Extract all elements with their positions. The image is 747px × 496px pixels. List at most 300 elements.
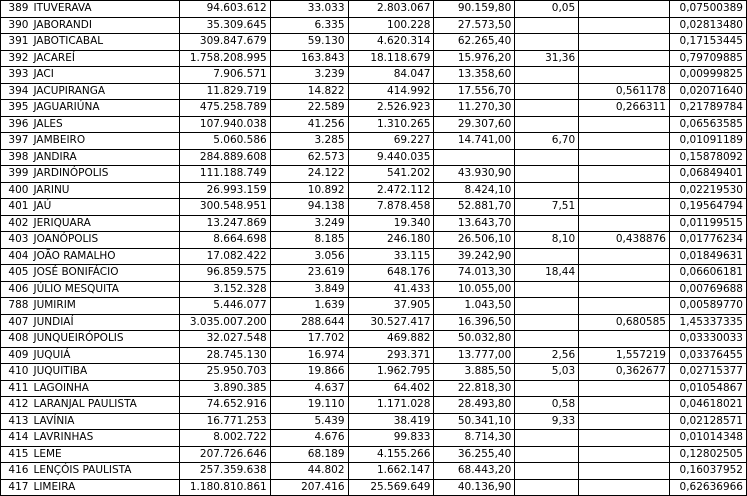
value-a-cell[interactable]: 96.859.575: [179, 265, 270, 282]
value-a-cell[interactable]: 28.745.130: [179, 347, 270, 364]
value-c-cell[interactable]: 414.992: [348, 83, 434, 100]
table-row: [1, 199, 747, 216]
value-c-cell[interactable]: 37.905: [348, 298, 434, 315]
index-value-cell[interactable]: 0,00999825: [669, 67, 746, 84]
value-d-cell[interactable]: 68.443,20: [434, 463, 515, 480]
value-d-cell[interactable]: 14.741,00: [434, 133, 515, 150]
value-a-cell[interactable]: 475.258.789: [179, 100, 270, 117]
value-c-cell[interactable]: 1.662.147: [348, 463, 434, 480]
value-d-cell[interactable]: 50.032,80: [434, 331, 515, 348]
index-value-cell[interactable]: 0,04618021: [669, 397, 746, 414]
value-a-cell[interactable]: 300.548.951: [179, 199, 270, 216]
value-e-cell[interactable]: [515, 166, 579, 183]
value-b-cell[interactable]: 207.416: [270, 479, 348, 496]
table-row: [1, 331, 747, 348]
municipality-name-cell[interactable]: JACUPIRANGA: [30, 83, 179, 100]
value-f-cell[interactable]: 0,438876: [579, 232, 670, 249]
index-value-cell[interactable]: 0,02128571: [669, 413, 746, 430]
table-row: [1, 479, 747, 496]
municipality-name-cell[interactable]: LIMEIRA: [30, 479, 179, 496]
value-e-cell[interactable]: [515, 331, 579, 348]
value-e-cell[interactable]: [515, 248, 579, 265]
value-e-cell[interactable]: 9,33: [515, 413, 579, 430]
value-a-cell[interactable]: 3.152.328: [179, 281, 270, 298]
row-code-cell[interactable]: 406: [1, 281, 31, 298]
value-f-cell[interactable]: [579, 166, 670, 183]
municipality-name-cell[interactable]: JALES: [30, 116, 179, 133]
value-e-cell[interactable]: 18,44: [515, 265, 579, 282]
value-f-cell[interactable]: [579, 67, 670, 84]
table-row: [1, 463, 747, 480]
value-f-cell[interactable]: [579, 479, 670, 496]
value-e-cell[interactable]: [515, 34, 579, 51]
value-f-cell[interactable]: [579, 133, 670, 150]
value-f-cell[interactable]: [579, 17, 670, 34]
value-f-cell[interactable]: [579, 413, 670, 430]
value-c-cell[interactable]: 541.202: [348, 166, 434, 183]
value-c-cell[interactable]: 19.340: [348, 215, 434, 232]
municipality-name-cell[interactable]: JUQUITIBA: [30, 364, 179, 381]
value-e-cell[interactable]: 0,05: [515, 1, 579, 18]
value-e-cell[interactable]: [515, 100, 579, 117]
row-code-cell[interactable]: 397: [1, 133, 31, 150]
municipality-name-cell[interactable]: LAVRINHAS: [30, 430, 179, 447]
municipality-name-cell[interactable]: JUNDIAÍ: [30, 314, 179, 331]
value-b-cell[interactable]: 68.189: [270, 446, 348, 463]
value-f-cell[interactable]: [579, 331, 670, 348]
value-b-cell[interactable]: 10.892: [270, 182, 348, 199]
value-a-cell[interactable]: 284.889.608: [179, 149, 270, 166]
index-value-cell[interactable]: 0,03330033: [669, 331, 746, 348]
table-row: [1, 17, 747, 34]
value-d-cell[interactable]: 39.242,90: [434, 248, 515, 265]
row-code-cell[interactable]: 395: [1, 100, 31, 117]
value-d-cell[interactable]: 27.573,50: [434, 17, 515, 34]
value-c-cell[interactable]: 648.176: [348, 265, 434, 282]
table-row: [1, 166, 747, 183]
municipality-name-cell[interactable]: JUNQUEIRÓPOLIS: [30, 331, 179, 348]
value-c-cell[interactable]: 25.569.649: [348, 479, 434, 496]
index-value-cell[interactable]: 0,16037952: [669, 463, 746, 480]
value-e-cell[interactable]: [515, 298, 579, 315]
row-code-cell[interactable]: 394: [1, 83, 31, 100]
value-e-cell[interactable]: [515, 314, 579, 331]
municipality-name-cell[interactable]: LENÇÓIS PAULISTA: [30, 463, 179, 480]
value-d-cell[interactable]: 3.885,50: [434, 364, 515, 381]
index-value-cell[interactable]: 0,12802505: [669, 446, 746, 463]
value-c-cell[interactable]: 1.171.028: [348, 397, 434, 414]
value-d-cell[interactable]: 16.396,50: [434, 314, 515, 331]
municipality-name-cell[interactable]: JARINU: [30, 182, 179, 199]
value-d-cell[interactable]: 10.055,00: [434, 281, 515, 298]
value-a-cell[interactable]: 7.906.571: [179, 67, 270, 84]
value-a-cell[interactable]: 3.890.385: [179, 380, 270, 397]
value-b-cell[interactable]: 24.122: [270, 166, 348, 183]
value-e-cell[interactable]: [515, 182, 579, 199]
index-value-cell[interactable]: 0,01054867: [669, 380, 746, 397]
value-e-cell[interactable]: [515, 149, 579, 166]
table-row: [1, 182, 747, 199]
municipality-name-cell[interactable]: JAGUARIÚNA: [30, 100, 179, 117]
value-b-cell[interactable]: 3.239: [270, 67, 348, 84]
row-code-cell[interactable]: 413: [1, 413, 31, 430]
value-b-cell[interactable]: 22.589: [270, 100, 348, 117]
value-d-cell[interactable]: 15.976,20: [434, 50, 515, 67]
value-d-cell[interactable]: 90.159,80: [434, 1, 515, 18]
value-c-cell[interactable]: 99.833: [348, 430, 434, 447]
index-value-cell[interactable]: 0,06606181: [669, 265, 746, 282]
index-value-cell[interactable]: 0,02071640: [669, 83, 746, 100]
value-b-cell[interactable]: 5.439: [270, 413, 348, 430]
index-value-cell[interactable]: 0,00769688: [669, 281, 746, 298]
value-d-cell[interactable]: 22.818,30: [434, 380, 515, 397]
value-c-cell[interactable]: 9.440.035: [348, 149, 434, 166]
value-d-cell[interactable]: 29.307,60: [434, 116, 515, 133]
municipality-name-cell[interactable]: JABOTICABAL: [30, 34, 179, 51]
value-b-cell[interactable]: 41.256: [270, 116, 348, 133]
value-c-cell[interactable]: 4.155.266: [348, 446, 434, 463]
value-f-cell[interactable]: [579, 182, 670, 199]
value-d-cell[interactable]: 43.930,90: [434, 166, 515, 183]
municipality-name-cell[interactable]: JERIQUARA: [30, 215, 179, 232]
municipality-name-cell[interactable]: JUMIRIM: [30, 298, 179, 315]
table-row: [1, 430, 747, 447]
table-row: [1, 380, 747, 397]
value-e-cell[interactable]: 5,03: [515, 364, 579, 381]
value-a-cell[interactable]: 25.950.703: [179, 364, 270, 381]
value-b-cell[interactable]: 44.802: [270, 463, 348, 480]
index-value-cell[interactable]: 0,21789784: [669, 100, 746, 117]
municipality-name-cell[interactable]: JUQUIÁ: [30, 347, 179, 364]
municipality-name-cell[interactable]: LARANJAL PAULISTA: [30, 397, 179, 414]
table-row: [1, 364, 747, 381]
value-b-cell[interactable]: 19.110: [270, 397, 348, 414]
value-b-cell[interactable]: 288.644: [270, 314, 348, 331]
value-d-cell[interactable]: 74.013,30: [434, 265, 515, 282]
value-f-cell[interactable]: [579, 298, 670, 315]
row-code-cell[interactable]: 399: [1, 166, 31, 183]
value-e-cell[interactable]: 6,70: [515, 133, 579, 150]
value-f-cell[interactable]: 0,561178: [579, 83, 670, 100]
table-row: [1, 83, 747, 100]
municipality-name-cell[interactable]: JANDIRA: [30, 149, 179, 166]
index-value-cell[interactable]: 0,03376455: [669, 347, 746, 364]
value-b-cell[interactable]: 3.849: [270, 281, 348, 298]
municipality-name-cell[interactable]: LEME: [30, 446, 179, 463]
value-c-cell[interactable]: 2.803.067: [348, 1, 434, 18]
value-d-cell[interactable]: 11.270,30: [434, 100, 515, 117]
value-d-cell[interactable]: 28.493,80: [434, 397, 515, 414]
value-a-cell[interactable]: 74.652.916: [179, 397, 270, 414]
table-row: [1, 298, 747, 315]
value-b-cell[interactable]: 4.676: [270, 430, 348, 447]
value-c-cell[interactable]: 100.228: [348, 17, 434, 34]
value-e-cell[interactable]: 31,36: [515, 50, 579, 67]
value-f-cell[interactable]: 1,557219: [579, 347, 670, 364]
value-e-cell[interactable]: [515, 446, 579, 463]
value-f-cell[interactable]: [579, 265, 670, 282]
value-e-cell[interactable]: [515, 67, 579, 84]
row-code-cell[interactable]: 416: [1, 463, 31, 480]
row-code-cell[interactable]: 414: [1, 430, 31, 447]
value-e-cell[interactable]: [515, 479, 579, 496]
municipality-name-cell[interactable]: JÚLIO MESQUITA: [30, 281, 179, 298]
index-value-cell[interactable]: 0,01849631: [669, 248, 746, 265]
row-code-cell[interactable]: 401: [1, 199, 31, 216]
value-e-cell[interactable]: 7,51: [515, 199, 579, 216]
value-e-cell[interactable]: [515, 116, 579, 133]
value-a-cell[interactable]: 94.603.612: [179, 1, 270, 18]
table-row: [1, 314, 747, 331]
value-b-cell[interactable]: 3.285: [270, 133, 348, 150]
table-row: [1, 67, 747, 84]
value-a-cell[interactable]: 32.027.548: [179, 331, 270, 348]
row-code-cell[interactable]: 390: [1, 17, 31, 34]
index-value-cell[interactable]: 0,01014348: [669, 430, 746, 447]
value-b-cell[interactable]: 4.637: [270, 380, 348, 397]
value-c-cell[interactable]: 293.371: [348, 347, 434, 364]
row-code-cell[interactable]: 412: [1, 397, 31, 414]
row-code-cell[interactable]: 409: [1, 347, 31, 364]
row-code-cell[interactable]: 405: [1, 265, 31, 282]
index-value-cell[interactable]: 0,79709885: [669, 50, 746, 67]
value-e-cell[interactable]: 8,10: [515, 232, 579, 249]
value-e-cell[interactable]: [515, 430, 579, 447]
row-code-cell[interactable]: 398: [1, 149, 31, 166]
value-c-cell[interactable]: 4.620.314: [348, 34, 434, 51]
value-b-cell[interactable]: 14.822: [270, 83, 348, 100]
value-d-cell[interactable]: 13.777,00: [434, 347, 515, 364]
row-code-cell[interactable]: 411: [1, 380, 31, 397]
table-row: [1, 1, 747, 18]
value-e-cell[interactable]: 2,56: [515, 347, 579, 364]
value-d-cell[interactable]: 8.424,10: [434, 182, 515, 199]
value-f-cell[interactable]: [579, 248, 670, 265]
value-a-cell[interactable]: 16.771.253: [179, 413, 270, 430]
value-c-cell[interactable]: 30.527.417: [348, 314, 434, 331]
index-value-cell[interactable]: 0,06563585: [669, 116, 746, 133]
value-d-cell[interactable]: 36.255,40: [434, 446, 515, 463]
table-row: [1, 397, 747, 414]
row-code-cell[interactable]: 392: [1, 50, 31, 67]
municipality-name-cell[interactable]: JAMBEIRO: [30, 133, 179, 150]
index-value-cell[interactable]: 0,06849401: [669, 166, 746, 183]
value-c-cell[interactable]: 2.472.112: [348, 182, 434, 199]
value-f-cell[interactable]: [579, 149, 670, 166]
row-code-cell[interactable]: 389: [1, 1, 31, 18]
index-value-cell[interactable]: 0,01776234: [669, 232, 746, 249]
index-value-cell[interactable]: 0,15878092: [669, 149, 746, 166]
row-code-cell[interactable]: 393: [1, 67, 31, 84]
municipality-name-cell[interactable]: JABORANDI: [30, 17, 179, 34]
row-code-cell[interactable]: 408: [1, 331, 31, 348]
value-a-cell[interactable]: 11.829.719: [179, 83, 270, 100]
value-f-cell[interactable]: [579, 430, 670, 447]
value-e-cell[interactable]: [515, 83, 579, 100]
table-row: [1, 133, 747, 150]
value-c-cell[interactable]: 18.118.679: [348, 50, 434, 67]
value-d-cell[interactable]: 50.341,10: [434, 413, 515, 430]
municipality-name-cell[interactable]: LAGOINHA: [30, 380, 179, 397]
value-b-cell[interactable]: 23.619: [270, 265, 348, 282]
table-row: [1, 413, 747, 430]
value-d-cell[interactable]: 26.506,10: [434, 232, 515, 249]
value-a-cell[interactable]: 309.847.679: [179, 34, 270, 51]
value-d-cell[interactable]: 52.881,70: [434, 199, 515, 216]
value-a-cell[interactable]: 8.664.698: [179, 232, 270, 249]
value-c-cell[interactable]: 38.419: [348, 413, 434, 430]
value-b-cell[interactable]: 163.843: [270, 50, 348, 67]
value-e-cell[interactable]: [515, 17, 579, 34]
table-row: [1, 347, 747, 364]
value-d-cell[interactable]: 8.714,30: [434, 430, 515, 447]
value-e-cell[interactable]: [515, 380, 579, 397]
value-c-cell[interactable]: 2.526.923: [348, 100, 434, 117]
value-f-cell[interactable]: 0,266311: [579, 100, 670, 117]
value-a-cell[interactable]: 8.002.722: [179, 430, 270, 447]
row-code-cell[interactable]: 410: [1, 364, 31, 381]
value-a-cell[interactable]: 17.082.422: [179, 248, 270, 265]
index-value-cell[interactable]: 0,01091189: [669, 133, 746, 150]
table-row: [1, 446, 747, 463]
value-a-cell[interactable]: 3.035.007.200: [179, 314, 270, 331]
row-code-cell[interactable]: 402: [1, 215, 31, 232]
value-c-cell[interactable]: 84.047: [348, 67, 434, 84]
index-value-cell[interactable]: 0,02219530: [669, 182, 746, 199]
value-a-cell[interactable]: 107.940.038: [179, 116, 270, 133]
value-b-cell[interactable]: 1.639: [270, 298, 348, 315]
table-row: [1, 248, 747, 265]
value-c-cell[interactable]: 246.180: [348, 232, 434, 249]
index-value-cell[interactable]: 0,02813480: [669, 17, 746, 34]
value-b-cell[interactable]: 8.185: [270, 232, 348, 249]
value-f-cell[interactable]: [579, 215, 670, 232]
value-e-cell[interactable]: [515, 215, 579, 232]
value-a-cell[interactable]: 257.359.638: [179, 463, 270, 480]
value-b-cell[interactable]: 17.702: [270, 331, 348, 348]
value-a-cell[interactable]: 26.993.159: [179, 182, 270, 199]
municipality-name-cell[interactable]: JOÃO RAMALHO: [30, 248, 179, 265]
value-f-cell[interactable]: [579, 50, 670, 67]
value-f-cell[interactable]: [579, 1, 670, 18]
index-value-cell[interactable]: 0,62636966: [669, 479, 746, 496]
row-code-cell[interactable]: 396: [1, 116, 31, 133]
value-e-cell[interactable]: [515, 463, 579, 480]
index-value-cell[interactable]: 0,19564794: [669, 199, 746, 216]
row-code-cell[interactable]: 417: [1, 479, 31, 496]
value-f-cell[interactable]: [579, 380, 670, 397]
index-value-cell[interactable]: 0,01199515: [669, 215, 746, 232]
index-value-cell[interactable]: 1,45337335: [669, 314, 746, 331]
row-code-cell[interactable]: 403: [1, 232, 31, 249]
spreadsheet-body: [1, 1, 747, 496]
value-d-cell[interactable]: 40.136,90: [434, 479, 515, 496]
table-row: [1, 149, 747, 166]
municipality-name-cell[interactable]: JOSÉ BONIFÁCIO: [30, 265, 179, 282]
value-d-cell[interactable]: 1.043,50: [434, 298, 515, 315]
value-c-cell[interactable]: 469.882: [348, 331, 434, 348]
value-b-cell[interactable]: 3.056: [270, 248, 348, 265]
value-d-cell[interactable]: 17.556,70: [434, 83, 515, 100]
value-a-cell[interactable]: 1.758.208.995: [179, 50, 270, 67]
table-row: [1, 232, 747, 249]
value-c-cell[interactable]: 69.227: [348, 133, 434, 150]
value-a-cell[interactable]: 5.060.586: [179, 133, 270, 150]
value-b-cell[interactable]: 94.138: [270, 199, 348, 216]
value-b-cell[interactable]: 33.033: [270, 1, 348, 18]
municipality-name-cell[interactable]: JACAREÍ: [30, 50, 179, 67]
municipality-name-cell[interactable]: JARDINÓPOLIS: [30, 166, 179, 183]
table-row: [1, 50, 747, 67]
table-row: [1, 265, 747, 282]
value-b-cell[interactable]: 16.974: [270, 347, 348, 364]
value-f-cell[interactable]: [579, 397, 670, 414]
value-b-cell[interactable]: 3.249: [270, 215, 348, 232]
value-c-cell[interactable]: 1.310.265: [348, 116, 434, 133]
value-d-cell[interactable]: [434, 149, 515, 166]
index-value-cell[interactable]: 0,02715377: [669, 364, 746, 381]
table-row: [1, 100, 747, 117]
value-d-cell[interactable]: 13.643,70: [434, 215, 515, 232]
value-f-cell[interactable]: [579, 446, 670, 463]
value-a-cell[interactable]: 1.180.810.861: [179, 479, 270, 496]
value-a-cell[interactable]: 13.247.869: [179, 215, 270, 232]
row-code-cell[interactable]: 788: [1, 298, 31, 315]
value-e-cell[interactable]: 0,58: [515, 397, 579, 414]
row-code-cell[interactable]: 391: [1, 34, 31, 51]
value-a-cell[interactable]: 111.188.749: [179, 166, 270, 183]
table-row: [1, 215, 747, 232]
value-d-cell[interactable]: 62.265,40: [434, 34, 515, 51]
value-c-cell[interactable]: 33.115: [348, 248, 434, 265]
value-c-cell[interactable]: 1.962.795: [348, 364, 434, 381]
row-code-cell[interactable]: 400: [1, 182, 31, 199]
municipality-name-cell[interactable]: JAÚ: [30, 199, 179, 216]
value-f-cell[interactable]: [579, 199, 670, 216]
municipality-name-cell[interactable]: JACI: [30, 67, 179, 84]
value-f-cell[interactable]: 0,680585: [579, 314, 670, 331]
table-row: [1, 116, 747, 133]
value-c-cell[interactable]: 41.433: [348, 281, 434, 298]
municipality-name-cell[interactable]: LAVÍNIA: [30, 413, 179, 430]
value-c-cell[interactable]: 64.402: [348, 380, 434, 397]
index-value-cell[interactable]: 0,00589770: [669, 298, 746, 315]
index-value-cell[interactable]: 0,07500389: [669, 1, 746, 18]
value-a-cell[interactable]: 35.309.645: [179, 17, 270, 34]
value-a-cell[interactable]: 207.726.646: [179, 446, 270, 463]
value-b-cell[interactable]: 59.130: [270, 34, 348, 51]
row-code-cell[interactable]: 407: [1, 314, 31, 331]
municipality-name-cell[interactable]: JOANÓPOLIS: [30, 232, 179, 249]
value-e-cell[interactable]: [515, 281, 579, 298]
value-a-cell[interactable]: 5.446.077: [179, 298, 270, 315]
value-b-cell[interactable]: 62.573: [270, 149, 348, 166]
table-row: [1, 34, 747, 51]
index-value-cell[interactable]: 0,17153445: [669, 34, 746, 51]
value-b-cell[interactable]: 19.866: [270, 364, 348, 381]
value-f-cell[interactable]: [579, 463, 670, 480]
value-c-cell[interactable]: 7.878.458: [348, 199, 434, 216]
value-d-cell[interactable]: 13.358,60: [434, 67, 515, 84]
value-f-cell[interactable]: [579, 34, 670, 51]
row-code-cell[interactable]: 415: [1, 446, 31, 463]
value-f-cell[interactable]: [579, 116, 670, 133]
row-code-cell[interactable]: 404: [1, 248, 31, 265]
value-f-cell[interactable]: 0,362677: [579, 364, 670, 381]
value-f-cell[interactable]: [579, 281, 670, 298]
municipality-name-cell[interactable]: ITUVERAVA: [30, 1, 179, 18]
value-b-cell[interactable]: 6.335: [270, 17, 348, 34]
